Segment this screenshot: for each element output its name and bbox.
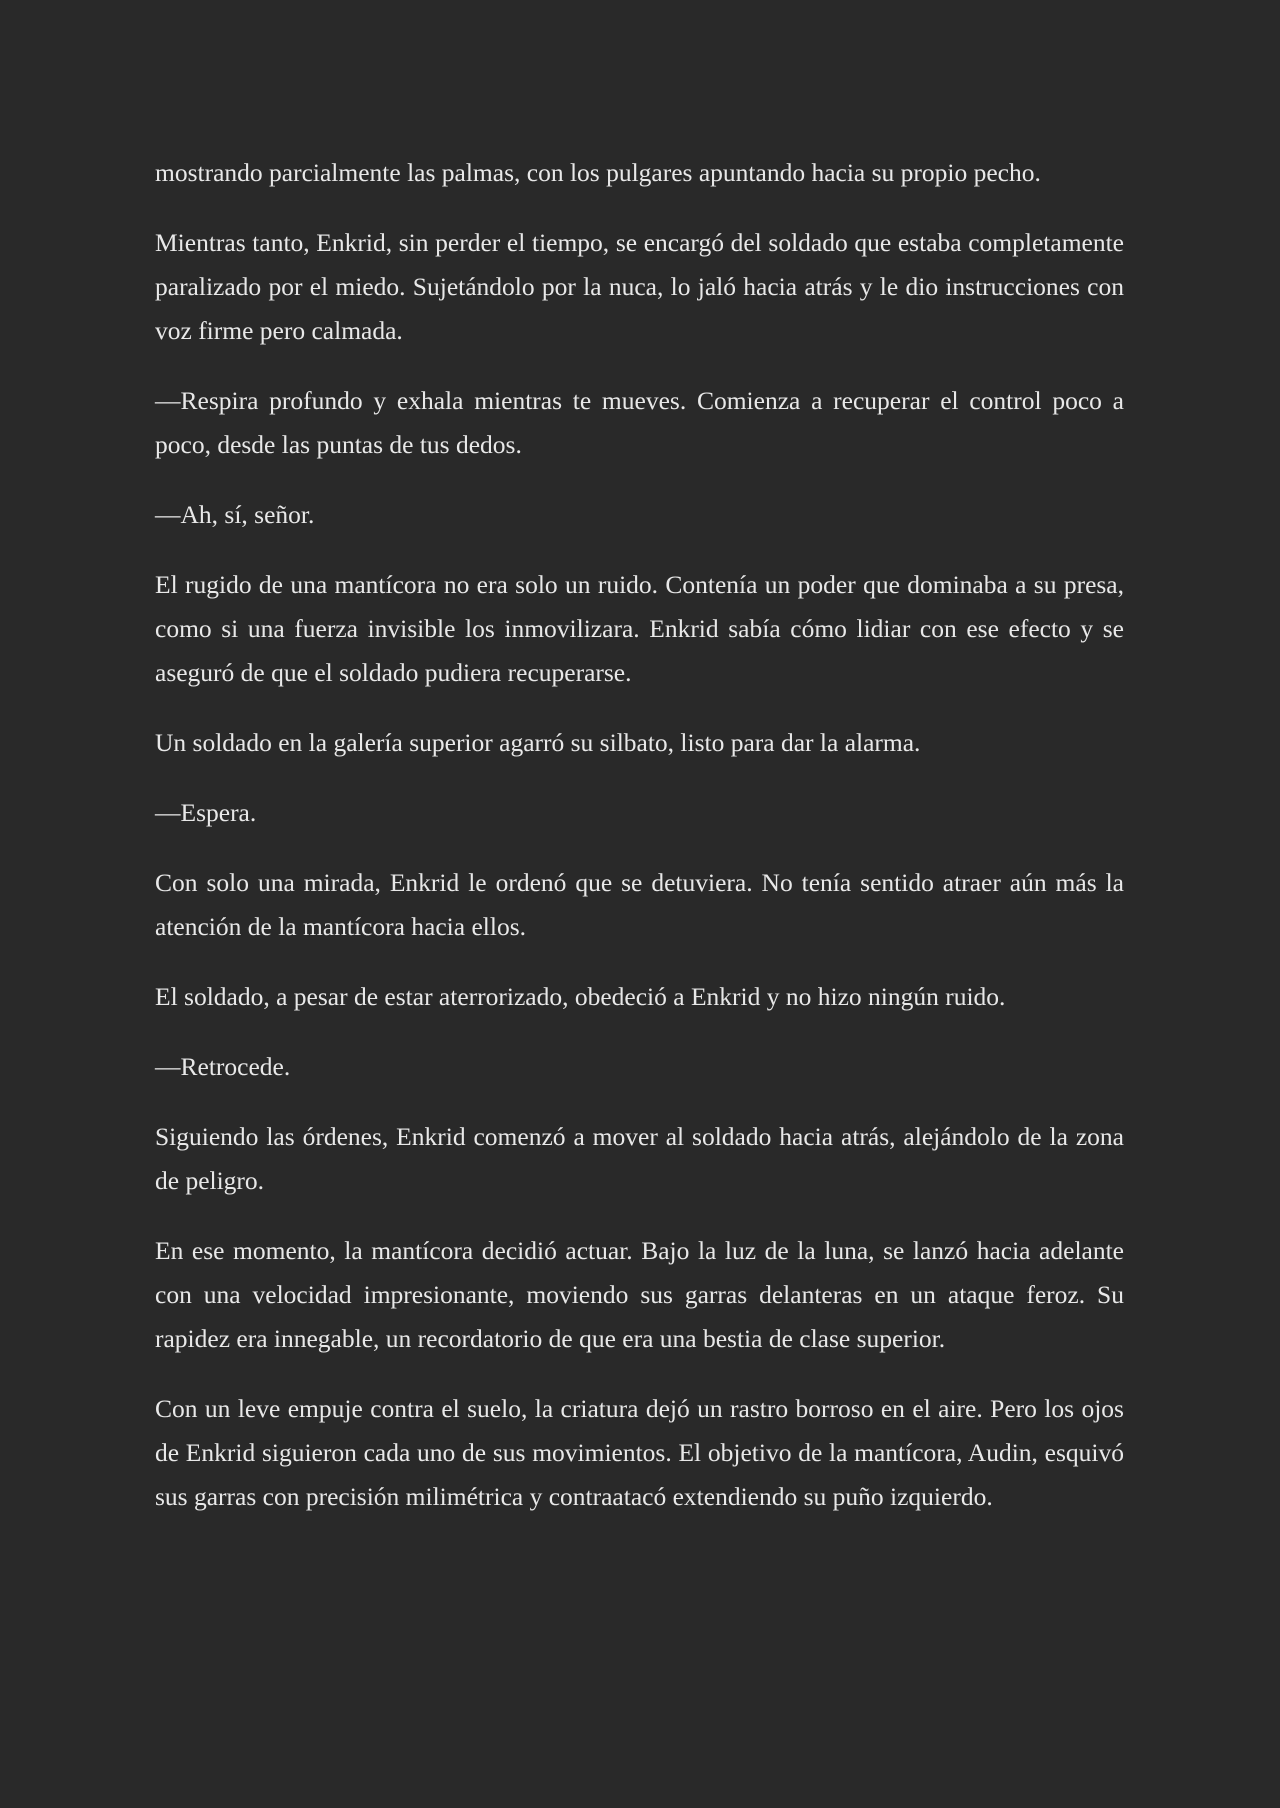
dialogue-paragraph: —Respira profundo y exhala mientras te mueves. Comienza a recuperar el control poco a poco, desde las puntas de tus dedos. bbox=[155, 386, 1124, 459]
chapter-text bbox=[155, 151, 1124, 1545]
paragraph: mostrando parcialmente las palmas, con los pulgares apuntando hacia su propio pecho. bbox=[155, 158, 1041, 187]
paragraph: Mientras tanto, Enkrid, sin perder el tiempo, se encargó del soldado que estaba completamente paralizado por el miedo. Sujetándolo por la nuca, lo jaló hacia atrás y le dio instrucciones con voz firme pero calmada. bbox=[155, 228, 1124, 345]
paragraph: En ese momento, la mantícora decidió actuar. Bajo la luz de la luna, se lanzó hacia adelante con una velocidad impresionante, moviendo sus garras delanteras en un ataque feroz. Su rapidez era innegable, un recordatorio de que era una bestia de clase superior. bbox=[155, 1236, 1124, 1353]
dialogue-paragraph: —Ah, sí, señor. bbox=[155, 500, 315, 529]
paragraph: El soldado, a pesar de estar aterrorizado, obedeció a Enkrid y no hizo ningún ruido. bbox=[155, 982, 1006, 1011]
paragraph: Siguiendo las órdenes, Enkrid comenzó a mover al soldado hacia atrás, alejándolo de la zona de peligro. bbox=[155, 1122, 1124, 1195]
paragraph: Con solo una mirada, Enkrid le ordenó que se detuviera. No tenía sentido atraer aún más la atención de la mantícora hacia ellos. bbox=[155, 868, 1124, 941]
paragraph: Con un leve empuje contra el suelo, la criatura dejó un rastro borroso en el aire. Pero los ojos de Enkrid siguieron cada uno de sus movimientos. El objetivo de la mantícora, Audin, esquivó sus garras con precisión milimétrica y contraatacó extendiendo su puño izquierdo. bbox=[155, 1394, 1124, 1511]
paragraph: Un soldado en la galería superior agarró su silbato, listo para dar la alarma. bbox=[155, 728, 921, 757]
dialogue-paragraph: —Retrocede. bbox=[155, 1052, 291, 1081]
paragraph: El rugido de una mantícora no era solo un ruido. Contenía un poder que dominaba a su presa, como si una fuerza invisible los inmovilizara. Enkrid sabía cómo lidiar con ese efecto y se aseguró de que el soldado pudiera recuperarse. bbox=[155, 570, 1124, 687]
dialogue-paragraph: —Espera. bbox=[155, 798, 257, 827]
